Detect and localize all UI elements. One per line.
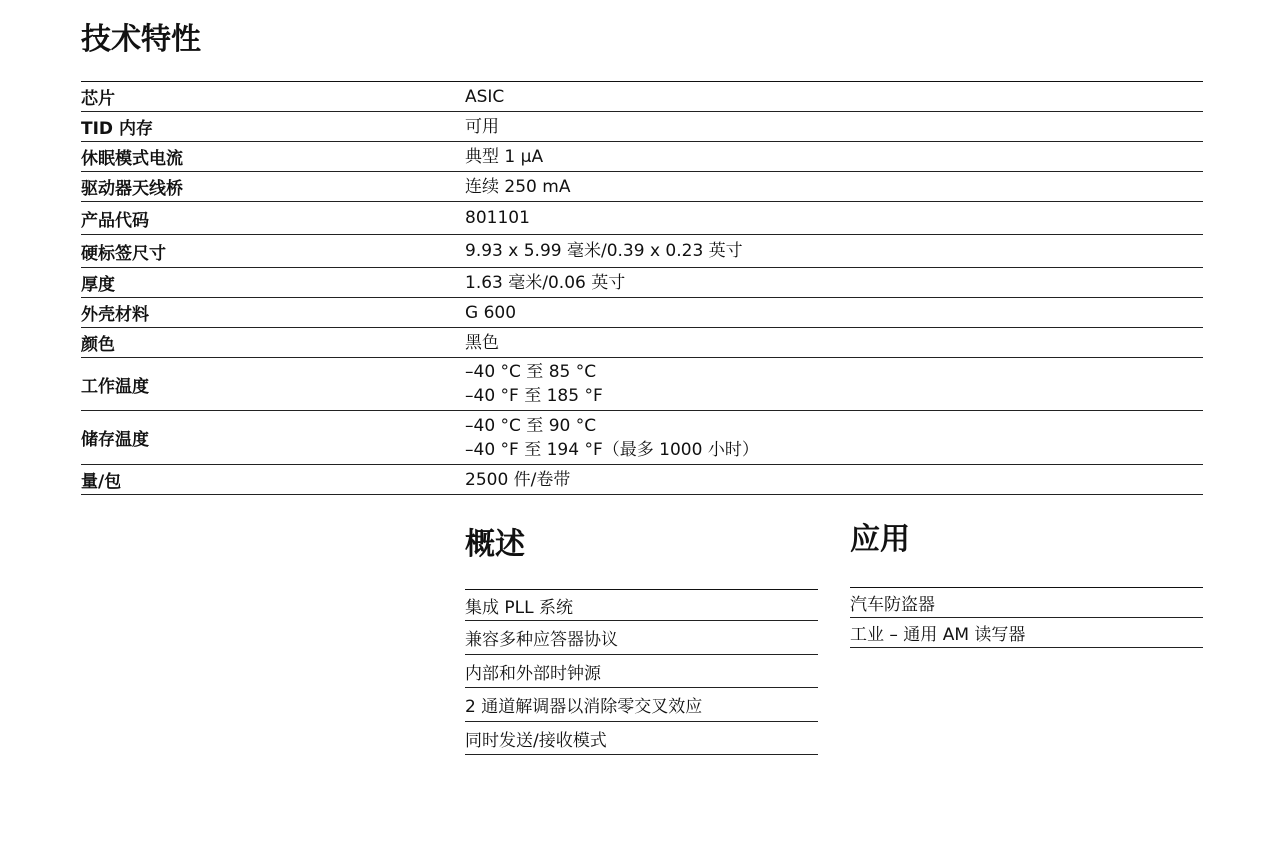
spec-label: 工作温度 <box>81 376 149 397</box>
spec-row <box>81 358 1203 411</box>
spec-label: 颜色 <box>81 335 115 355</box>
spec-value-line: 1.63 毫米/0.06 英寸 <box>465 272 626 293</box>
spec-value-line: G 600 <box>465 302 517 323</box>
spec-value <box>465 360 1203 408</box>
spec-label: 产品代码 <box>81 210 149 231</box>
application-item: 汽车防盗器 <box>850 588 1203 618</box>
spec-label: 量/包 <box>81 472 122 492</box>
spec-row <box>81 142 1203 172</box>
spec-value <box>465 239 1203 263</box>
spec-value-line: –40 °F 至 194 °F（最多 1000 小时） <box>465 439 759 460</box>
spec-row <box>81 298 1203 328</box>
spec-label: 厚度 <box>81 275 115 295</box>
spec-value <box>465 145 1203 169</box>
applications-title: 应用 <box>850 522 910 557</box>
spec-value-line: 连续 250 mA <box>465 176 571 197</box>
overview-item: 同时发送/接收模式 <box>465 722 818 755</box>
spec-value-line: 801101 <box>465 208 530 228</box>
spec-value <box>465 468 1203 492</box>
spec-label: 休眠模式电流 <box>81 149 183 169</box>
spec-value-line: 9.93 x 5.99 毫米/0.39 x 0.23 英寸 <box>465 241 743 261</box>
spec-label: 外壳材料 <box>81 305 149 325</box>
page-title: 技术特性 <box>81 22 201 57</box>
spec-row <box>81 235 1203 268</box>
spec-label: 硬标签尺寸 <box>81 243 166 264</box>
spec-value <box>465 115 1203 139</box>
spec-value <box>465 414 1203 462</box>
overview-item: 2 通道解调器以消除零交叉效应 <box>465 688 818 722</box>
spec-label: 芯片 <box>81 89 115 109</box>
overview-list <box>465 589 818 755</box>
spec-label: 驱动器天线桥 <box>81 179 183 199</box>
spec-value-line: –40 °C 至 85 °C <box>465 362 597 382</box>
overview-item: 内部和外部时钟源 <box>465 655 818 688</box>
spec-row <box>81 82 1203 112</box>
spec-value-line: 典型 1 µA <box>465 146 544 167</box>
spec-label: 储存温度 <box>81 430 149 450</box>
spec-value-line: 2500 件/卷带 <box>465 469 571 490</box>
spec-label: TID 内存 <box>81 119 153 139</box>
spec-value-line: –40 °F 至 185 °F <box>465 386 603 406</box>
spec-value-line: ASIC <box>465 86 505 107</box>
overview-item: 兼容多种应答器协议 <box>465 621 818 655</box>
spec-value-line: 可用 <box>465 116 499 137</box>
application-item: 工业 – 通用 AM 读写器 <box>850 618 1203 648</box>
spec-table <box>81 81 1203 495</box>
spec-row <box>81 202 1203 235</box>
overview-title: 概述 <box>465 527 525 562</box>
spec-row <box>81 328 1203 358</box>
spec-value-line: 黑色 <box>465 332 499 353</box>
spec-row <box>81 465 1203 495</box>
spec-value <box>465 206 1203 230</box>
spec-row <box>81 268 1203 298</box>
spec-value <box>465 331 1203 355</box>
spec-row <box>81 112 1203 142</box>
applications-list <box>850 587 1203 648</box>
spec-value <box>465 85 1203 109</box>
spec-value <box>465 175 1203 199</box>
overview-item: 集成 PLL 系统 <box>465 590 818 621</box>
spec-row <box>81 172 1203 202</box>
spec-row <box>81 411 1203 465</box>
spec-value <box>465 301 1203 325</box>
spec-value <box>465 271 1203 295</box>
spec-value-line: –40 °C 至 90 °C <box>465 415 597 436</box>
